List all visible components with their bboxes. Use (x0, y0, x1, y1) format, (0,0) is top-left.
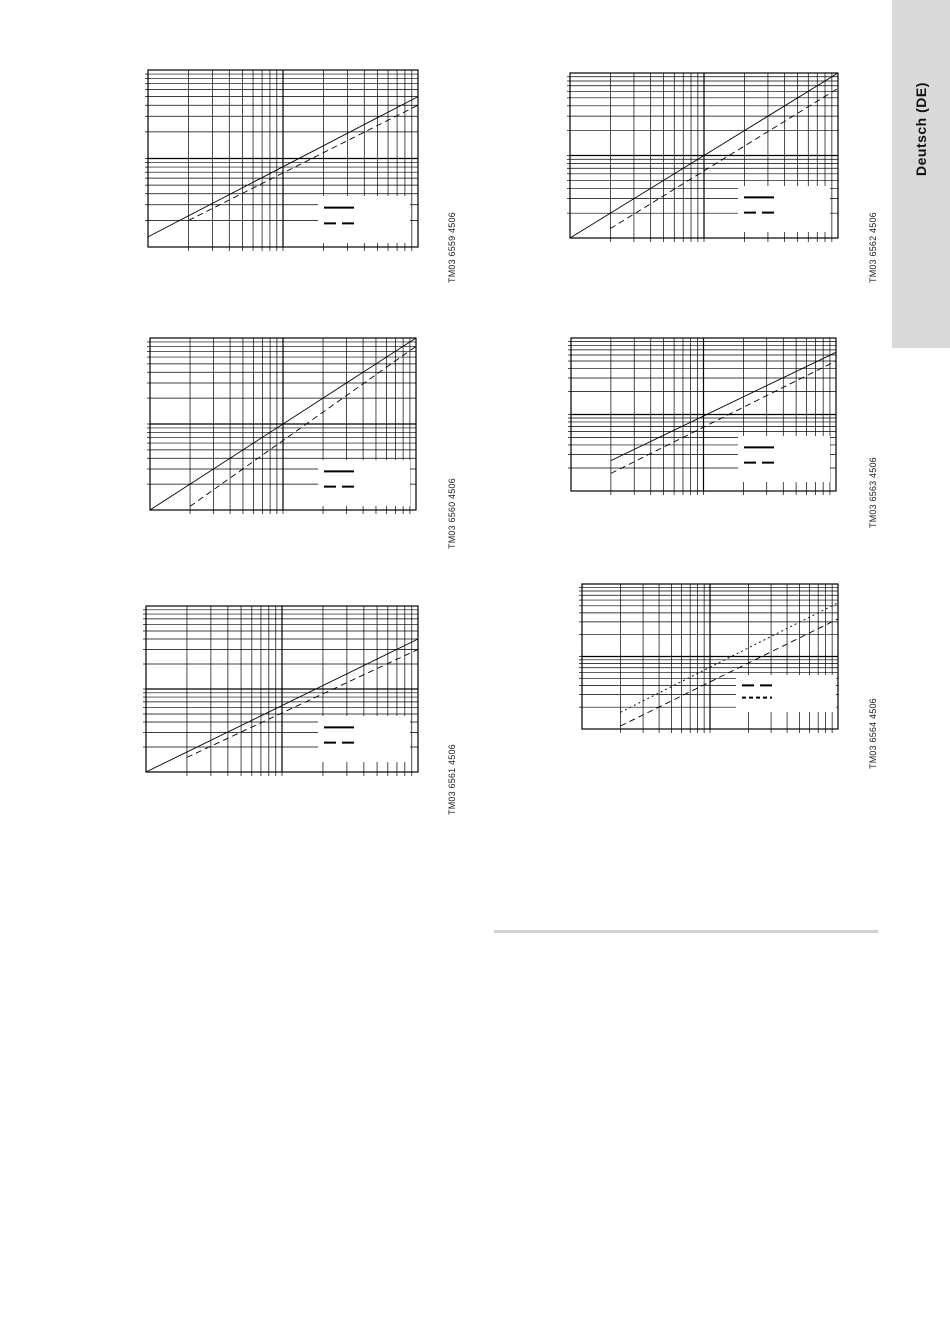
chart-svg (570, 72, 838, 243)
legend (318, 460, 410, 506)
legend-box (738, 186, 830, 232)
legend (736, 675, 836, 712)
legend-box (318, 196, 410, 243)
legend (318, 716, 410, 762)
legend-box (318, 716, 410, 762)
doc-id-chart-3: TM03 6561 4506 (447, 744, 457, 815)
chart-3 (146, 605, 418, 777)
chart-2 (150, 337, 416, 515)
chart-svg (148, 69, 418, 252)
chart-svg (582, 583, 838, 734)
doc-id-chart-4: TM03 6562 4506 (868, 212, 878, 283)
legend (318, 196, 410, 243)
legend-box (738, 436, 830, 482)
chart-svg (571, 337, 836, 496)
language-tab-label: Deutsch (DE) (913, 82, 929, 176)
chart-4 (570, 72, 838, 243)
legend-box (318, 460, 410, 506)
doc-id-chart-1: TM03 6559 4506 (447, 212, 457, 283)
legend-box (736, 675, 836, 712)
chart-1 (148, 69, 418, 252)
legend (738, 436, 830, 482)
legend (738, 186, 830, 232)
chart-5 (571, 337, 836, 496)
doc-id-chart-2: TM03 6560 4506 (447, 478, 457, 549)
doc-id-chart-5: TM03 6563 4506 (868, 457, 878, 528)
doc-id-chart-6: TM03 6564 4506 (868, 698, 878, 769)
section-divider (494, 930, 878, 933)
chart-svg (146, 605, 418, 777)
chart-6 (582, 583, 838, 734)
chart-svg (150, 337, 416, 515)
